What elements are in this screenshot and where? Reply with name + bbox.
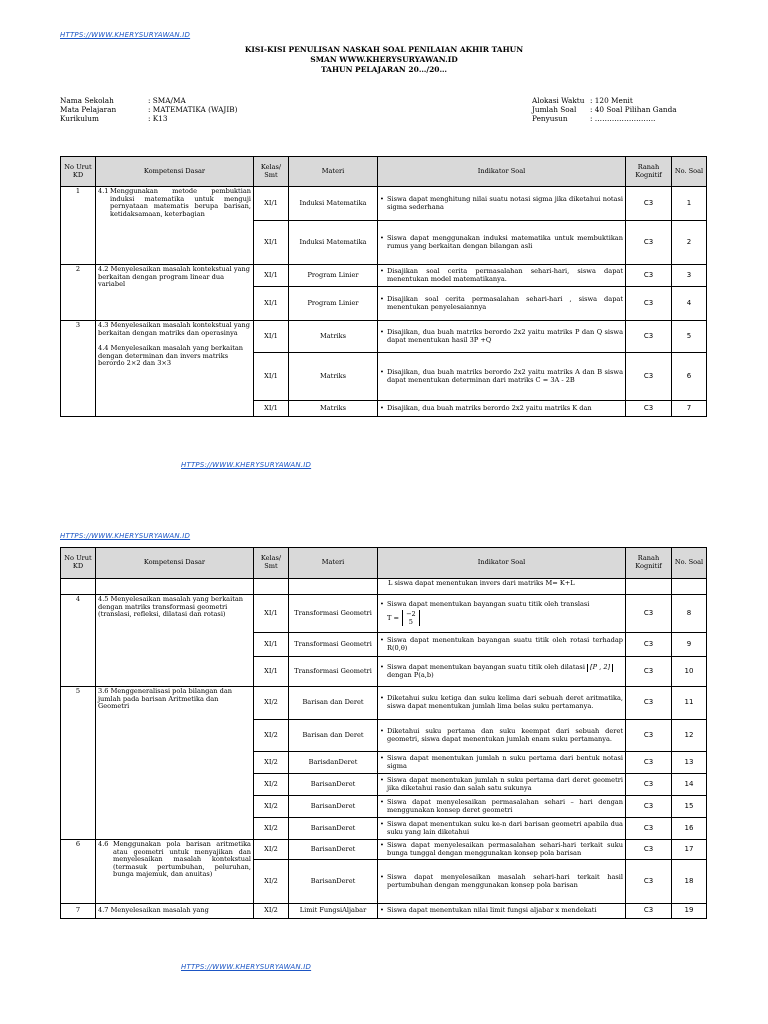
table-row (61, 904, 707, 919)
ranah-cell: C3 (626, 774, 672, 796)
kd-4-4-text: 4.4 Menyelesaikan masalah yang berkaitan dengan determinan dan invers matriks berordo 2×2 dan 3×3 (98, 344, 244, 368)
table-row (61, 840, 707, 860)
bullet-icon: • (380, 775, 384, 784)
info-count-row: Jumlah Soal : 40 Soal Pilihan Ganda (532, 105, 677, 114)
ranah-cell: C3 (626, 904, 672, 919)
info-curriculum-row: Kurikulum : K13 (60, 114, 168, 123)
indikator-cell: • Siswa dapat menyelesaikan masalah sehari-hari terkait hasil pertumbuhan dengan menggunakan konsep pola barisan (378, 860, 626, 904)
indikator-cell: • Siswa dapat menyelesaikan permasalahan sehari – hari dengan menggunakan konsep deret geometri (378, 796, 626, 818)
bullet-icon: • (380, 367, 384, 376)
table-header-row (61, 157, 707, 187)
materi-cell: Program Linier (289, 287, 378, 321)
indikator-cell: • Disajikan soal cerita permasalahan sehari-hari , siswa dapat menentukan penyelesaiannya (378, 287, 626, 321)
col-kompetensi: Kompetensi Dasar (96, 157, 254, 187)
materi-cell: BarisanDeret (289, 840, 378, 860)
soal-number-cell: 15 (672, 796, 707, 818)
website-link-footer-1[interactable]: HTTPS://WWW.KHERYSURYAWAN.ID (181, 461, 312, 469)
ranah-cell: C3 (626, 353, 672, 401)
bullet-icon: • (380, 403, 384, 412)
indikator-cell: • Siswa dapat menyelesaikan permasalahan sehari-hari terkait suku bunga tunggal dengan menggunakan konsep pola barisan (378, 840, 626, 860)
kelas-cell: XI/1 (254, 633, 289, 657)
ranah-cell: C3 (626, 657, 672, 687)
soal-number-cell: 4 (672, 287, 707, 321)
col-materi: Materi (289, 157, 378, 187)
col-kelas: Kelas/ Smt (254, 157, 289, 187)
materi-cell: BarisanDeret (289, 774, 378, 796)
bullet-icon: • (380, 635, 384, 644)
bullet-icon: • (380, 599, 384, 608)
soal-number-cell: 8 (672, 595, 707, 633)
ranah-cell: C3 (626, 401, 672, 417)
soal-number-cell: 12 (672, 720, 707, 752)
table-row (61, 187, 707, 221)
indikator-cell: • Diketahui suku pertama dan suku keempat dari sebuah deret geometri, siswa dapat menentukan jumlah enam suku pertamanya. (378, 720, 626, 752)
indikator-cell: • Disajikan, dua buah matriks berordo 2x2 yaitu matriks K dan (378, 401, 626, 417)
materi-cell: Induksi Matematika (289, 187, 378, 221)
col-no-kd: No Urut KD (61, 157, 96, 187)
materi-cell: Barisan dan Deret (289, 720, 378, 752)
kelas-cell: XI/1 (254, 401, 289, 417)
soal-number-cell: 5 (672, 321, 707, 353)
materi-cell: Limit FungsiAljabar (289, 904, 378, 919)
school-name-title: SMAN WWW.KHERYSURYAWAN.ID (310, 55, 458, 64)
kelas-cell: XI/1 (254, 321, 289, 353)
materi-cell: Barisan dan Deret (289, 687, 378, 720)
col-kompetensi: Kompetensi Dasar (96, 548, 254, 579)
ranah-cell: C3 (626, 840, 672, 860)
kd-number: 5 (61, 687, 96, 840)
ranah-cell: C3 (626, 720, 672, 752)
ranah-cell: C3 (626, 595, 672, 633)
table-row (61, 595, 707, 633)
kisi-table-page-1 (60, 156, 707, 417)
kelas-cell: XI/1 (254, 265, 289, 287)
bullet-icon: • (380, 294, 384, 303)
indikator-cell: • Siswa dapat menentukan bayangan suatu titik oleh translasi T = −2 5 (378, 595, 626, 633)
materi-cell: BarisanDeret (289, 796, 378, 818)
ranah-cell: C3 (626, 187, 672, 221)
bullet-icon: • (380, 753, 384, 762)
kd-number: 7 (61, 904, 96, 919)
ranah-cell: C3 (626, 752, 672, 774)
translasi-formula: T = −2 5 (387, 610, 420, 626)
kelas-cell: XI/1 (254, 287, 289, 321)
materi-cell: Matriks (289, 401, 378, 417)
kd-text: 4.1 Menggunakan metode pembuktian induksi matematika untuk menguji pernyataan matematis berupa barisan, ketidaksamaan, keterbagian (96, 187, 254, 265)
kelas-cell: XI/2 (254, 720, 289, 752)
translasi-vector: −2 5 (402, 610, 420, 626)
ranah-cell: C3 (626, 321, 672, 353)
kelas-cell: XI/1 (254, 353, 289, 401)
bullet-icon: • (380, 233, 384, 242)
info-author-row: Penyusun : ……………………. (532, 114, 656, 123)
table-row (61, 265, 707, 287)
soal-number-cell: 18 (672, 860, 707, 904)
bullet-icon: • (380, 906, 384, 915)
kd-number: 1 (61, 187, 96, 265)
indikator-cell: • Siswa dapat menggunakan induksi matematika untuk membuktikan rumus yang berkaitan dengan bilangan asli (378, 221, 626, 265)
col-indikator: Indikator Soal (378, 157, 626, 187)
indikator-cell: • Disajikan, dua buah matriks berordo 2x2 yaitu matriks A dan B siswa dapat menentukan determinan dari matriks C = 3A - 2B (378, 353, 626, 401)
col-no-kd: No Urut KD (61, 548, 96, 579)
kelas-cell: XI/2 (254, 687, 289, 720)
bullet-icon: • (380, 662, 384, 671)
materi-cell: BarisdanDeret (289, 752, 378, 774)
materi-cell: Program Linier (289, 265, 378, 287)
kd-number: 2 (61, 265, 96, 321)
soal-number-cell: 2 (672, 221, 707, 265)
indikator-cell: • Siswa dapat menentukan bayangan suatu titik oleh dilatasi [P , 2] dengan P(a,b) (378, 657, 626, 687)
kelas-cell: XI/2 (254, 796, 289, 818)
col-ranah: Ranah Kognitif (626, 157, 672, 187)
ranah-cell: C3 (626, 687, 672, 720)
kd-4-3-text: 4.3 Menyelesaikan masalah kontekstual yang berkaitan dengan matriks dan operasinya (98, 321, 250, 337)
ranah-cell: C3 (626, 818, 672, 840)
website-link-top-1[interactable]: HTTPS://WWW.KHERYSURYAWAN.ID (60, 31, 191, 39)
bullet-icon: • (380, 266, 384, 275)
soal-number-cell: 7 (672, 401, 707, 417)
soal-number-cell: 14 (672, 774, 707, 796)
kelas-cell: XI/2 (254, 818, 289, 840)
soal-number-cell: 6 (672, 353, 707, 401)
materi-cell: Induksi Matematika (289, 221, 378, 265)
kelas-cell: XI/1 (254, 221, 289, 265)
kelas-cell: XI/2 (254, 774, 289, 796)
ranah-cell: C3 (626, 796, 672, 818)
soal-number-cell: 1 (672, 187, 707, 221)
bullet-icon: • (380, 797, 384, 806)
soal-number-cell: 10 (672, 657, 707, 687)
indikator-cell: • Siswa dapat menentukan suku ke-n dari barisan geometri apabila dua suku yang lain diketahui (378, 818, 626, 840)
info-time-row: Alokasi Waktu : 120 Menit (532, 96, 633, 105)
kelas-cell: XI/1 (254, 595, 289, 633)
ranah-cell: C3 (626, 221, 672, 265)
bullet-icon: • (380, 840, 384, 849)
info-school-row: Nama Sekolah : SMA/MA (60, 96, 186, 105)
soal-number-cell: 3 (672, 265, 707, 287)
materi-cell: Matriks (289, 353, 378, 401)
table-row (61, 579, 707, 595)
kd-text: 3.6 Menggeneralisasi pola bilangan dan jumlah pada barisan Aritmetika dan Geometri (96, 687, 254, 840)
soal-number-cell: 11 (672, 687, 707, 720)
table-header-row (61, 548, 707, 579)
soal-number-cell: 16 (672, 818, 707, 840)
col-no-soal: No. Soal (672, 157, 707, 187)
indikator-cell: • Siswa dapat menentukan jumlah n suku pertama dari deret geometri jika diketahui rasio dan salah satu sukunya (378, 774, 626, 796)
info-left (60, 96, 237, 123)
indikator-cell: • Disajikan, dua buah matriks berordo 2x2 yaitu matriks P dan Q siswa dapat menentukan hasil 3P +Q (378, 321, 626, 353)
col-no-soal: No. Soal (672, 548, 707, 579)
website-link-top-2[interactable]: HTTPS://WWW.KHERYSURYAWAN.ID (60, 532, 191, 540)
kd-text: 4.6 Menggunakan pola barisan aritmetika atau geometri untuk menyajikan dan menyelesaikan masalah kontekstual (termasuk pertumbuhan, peluruhan, bunga majemuk, dan anuitas) (96, 840, 254, 904)
bullet-icon: • (380, 694, 384, 703)
materi-cell: Transformasi Geometri (289, 595, 378, 633)
kelas-cell: XI/2 (254, 904, 289, 919)
kelas-cell: XI/2 (254, 860, 289, 904)
table-row (61, 687, 707, 720)
kd-text (96, 321, 254, 417)
ranah-cell: C3 (626, 860, 672, 904)
ranah-cell: C3 (626, 633, 672, 657)
kd-number: 6 (61, 840, 96, 904)
kd-text: 4.7 Menyelesaikan masalah yang (96, 904, 254, 919)
info-right (532, 96, 677, 123)
col-materi: Materi (289, 548, 378, 579)
kisi-table-page-2 (60, 547, 707, 919)
bullet-icon: • (380, 327, 384, 336)
bullet-icon: • (380, 819, 384, 828)
materi-cell: BarisanDeret (289, 818, 378, 840)
materi-cell: Matriks (289, 321, 378, 353)
kd-number: 4 (61, 595, 96, 687)
indikator-cell: • Siswa dapat menentukan nilai limit fungsi aljabar x mendekati (378, 904, 626, 919)
bullet-icon: • (380, 726, 384, 735)
materi-cell: Transformasi Geometri (289, 657, 378, 687)
website-link-footer-2[interactable]: HTTPS://WWW.KHERYSURYAWAN.ID (181, 963, 312, 971)
kd-number: 3 (61, 321, 96, 417)
col-indikator: Indikator Soal (378, 548, 626, 579)
materi-cell: BarisanDeret (289, 860, 378, 904)
soal-number-cell: 17 (672, 840, 707, 860)
kelas-cell: XI/1 (254, 657, 289, 687)
indikator-continuation: L siswa dapat menentukan invers dari matriks M= K+L (378, 579, 626, 595)
kd-text: 4.5 Menyelesaikan masalah yang berkaitan dengan matriks transformasi geometri (translasi, refleksi, dilatasi dan rotasi) (96, 595, 254, 687)
indikator-cell: • Diketahui suku ketiga dan suku kelima dari sebuah deret aritmatika, siswa dapat menentukan jumlah lima belas suku pertamanya. (378, 687, 626, 720)
table-row (61, 321, 707, 353)
ranah-cell: C3 (626, 265, 672, 287)
indikator-cell: • Siswa dapat menentukan bayangan suatu titik oleh rotasi terhadap R(0,θ) (378, 633, 626, 657)
soal-number-cell: 19 (672, 904, 707, 919)
kd-text: 4.2 Menyelesaikan masalah kontekstual yang berkaitan dengan program linear dua variabel (96, 265, 254, 321)
materi-cell: Transformasi Geometri (289, 633, 378, 657)
document-title: KISI-KISI PENULISAN NASKAH SOAL PENILAIAN AKHIR TAHUN (244, 45, 524, 54)
soal-number-cell: 13 (672, 752, 707, 774)
dilatasi-bracket: [P , 2] (587, 664, 613, 672)
col-ranah: Ranah Kognitif (626, 548, 672, 579)
col-kelas: Kelas/ Smt (254, 548, 289, 579)
ranah-cell: C3 (626, 287, 672, 321)
indikator-cell: • Disajikan soal cerita permasalahan sehari-hari, siswa dapat menentukan model matematikanya. (378, 265, 626, 287)
info-subject-row: Mata Pelajaran : MATEMATIKA (WAJIB) (60, 105, 238, 114)
bullet-icon: • (380, 872, 384, 881)
bullet-icon: • (380, 194, 384, 203)
soal-number-cell: 9 (672, 633, 707, 657)
indikator-cell: • Siswa dapat menentukan jumlah n suku pertama dari bentuk notasi sigma (378, 752, 626, 774)
kelas-cell: XI/2 (254, 752, 289, 774)
kelas-cell: XI/1 (254, 187, 289, 221)
kelas-cell: XI/2 (254, 840, 289, 860)
academic-year-title: TAHUN PELAJARAN 20…/20… (320, 65, 448, 74)
indikator-cell: • Siswa dapat menghitung nilai suatu notasi sigma jika diketahui notasi sigma sederhana (378, 187, 626, 221)
